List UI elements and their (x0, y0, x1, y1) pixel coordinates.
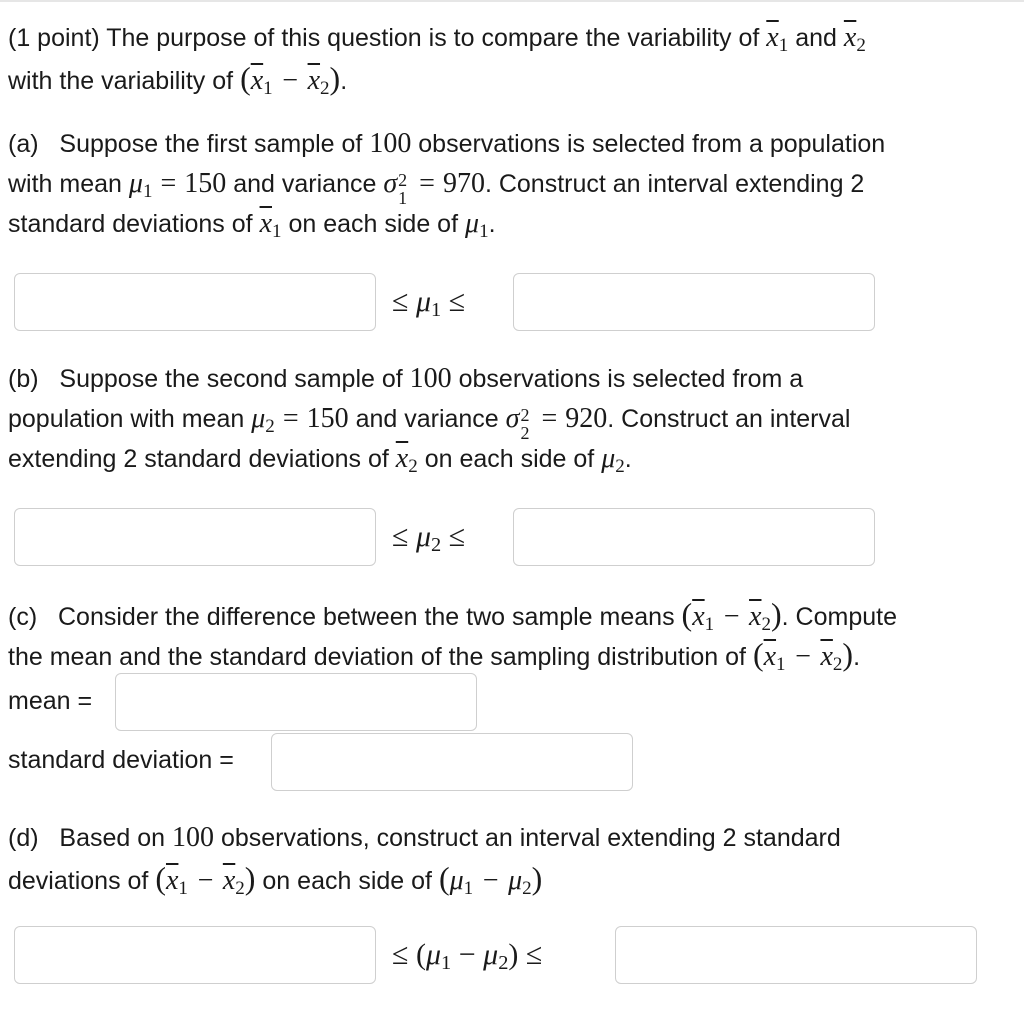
part-b-upper-input[interactable] (513, 508, 875, 566)
part-c-line-1: (c) Consider the difference between the two sample means $(\overline{x}_1 - \overline{x}_2)$. Compute (8, 596, 897, 635)
part-a-line-1: (a) Suppose the first sample of 100 observations is selected from a population (8, 128, 886, 159)
part-d-upper-input[interactable] (615, 926, 977, 984)
part-c-sd-input[interactable] (271, 733, 633, 791)
part-a-upper-input[interactable] (513, 273, 875, 331)
intro-line-1: (1 point) The purpose of this question is to compare the variability of $\overline{x}_1$ and $\overline{x}_2$ (8, 22, 866, 56)
part-c-mean-input[interactable] (115, 673, 477, 731)
part-a-lower-input[interactable] (14, 273, 376, 331)
intro-line-2: with the variability of $(\overline{x}_1 - \overline{x}_2)$. (8, 60, 348, 99)
top-divider (0, 0, 1024, 2)
part-b-lower-input[interactable] (14, 508, 376, 566)
part-b-inequality: ≤ $\mu_2$ ≤ (392, 520, 466, 556)
part-c-line-2: the mean and the standard deviation of the sampling distribution of $(\overline{x}_1 - \overline{x}_2)$. (8, 636, 861, 675)
part-a-line-2: with mean $\mu_1 = 150$ and variance σ 2 1 = 970. Construct an interval extending 2 (8, 168, 865, 208)
part-d-line-1: (d) Based on 100 observations, construct an interval extending 2 standard (8, 822, 841, 853)
mean-label: mean = (8, 687, 93, 715)
part-a-line-3: standard deviations of $\overline{x}_1$ on each side of $\mu_1$. (8, 208, 496, 242)
part-b-line-2: population with mean $\mu_2 = 150$ and variance σ 2 2 = 920. Construct an interval (8, 403, 851, 443)
sd-label: standard deviation = (8, 746, 234, 774)
part-b-line-3: extending 2 standard deviations of $\overline{x}_2$ on each side of $\mu_2$. (8, 443, 632, 477)
part-a-inequality: ≤ $\mu_1$ ≤ (392, 285, 466, 321)
part-d-inequality: ≤ $(\mu_1 - \mu_2)$ ≤ (392, 938, 543, 974)
part-d-line-2: deviations of $(\overline{x}_1 - \overline{x}_2)$ on each side of $(\mu_1 - \mu_2)$ (8, 860, 543, 899)
part-d-lower-input[interactable] (14, 926, 376, 984)
part-b-line-1: (b) Suppose the second sample of 100 observations is selected from a (8, 363, 804, 394)
